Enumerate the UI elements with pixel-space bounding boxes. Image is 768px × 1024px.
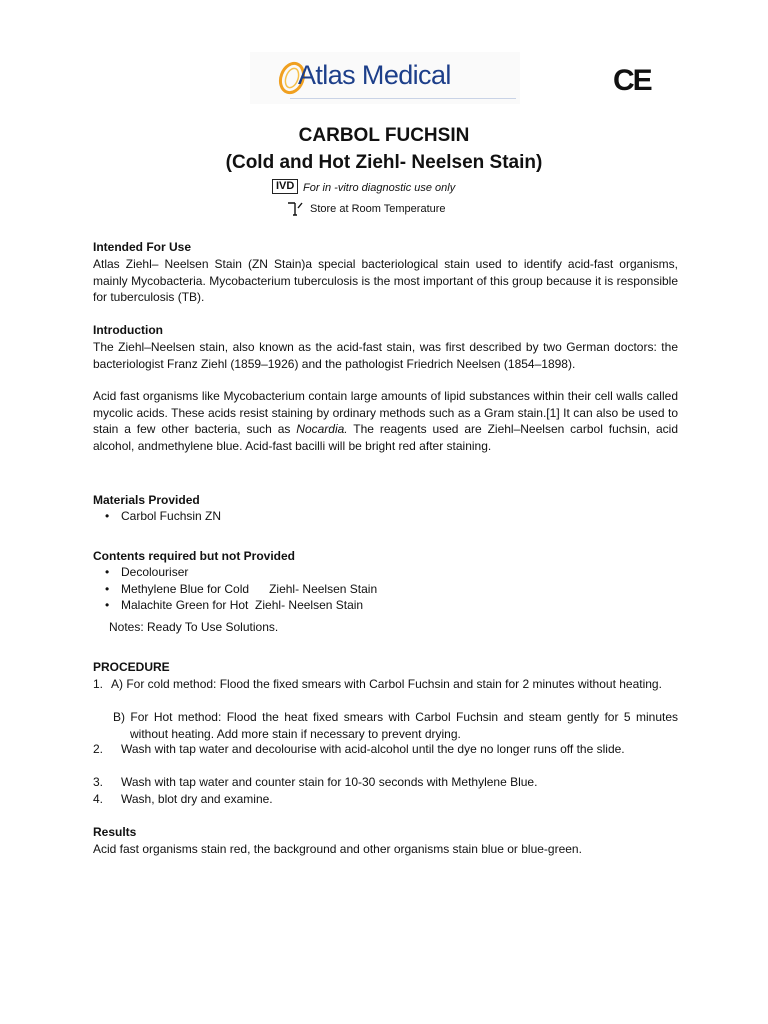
- step-number: 4.: [93, 792, 104, 806]
- document-subtitle: (Cold and Hot Ziehl- Neelsen Stain): [225, 152, 543, 173]
- procedure-step-3: Wash with tap water and counter stain for 10-30 seconds with Methylene Blue.: [121, 775, 538, 789]
- intended-use-heading: Intended For Use: [93, 240, 192, 254]
- step-text: A) For cold method: Flood the fixed smears with Carbol Fuchsin and stain for 2 minutes without heating.: [111, 677, 662, 691]
- list-item: [105, 509, 221, 523]
- document-title: CARBOL FUCHSIN: [298, 125, 470, 146]
- intended-use-text: Atlas Ziehl– Neelsen Stain (ZN Stain)a special bacteriological stain used to identify acid-fast organisms, mainly Mycobacteria. Mycobacterium tuberculosis is the most important of this group because it is responsible for tuberculosis (TB).: [93, 257, 678, 304]
- list-item: [105, 582, 377, 596]
- step-number: 1.: [93, 677, 104, 691]
- contents-required-heading: Contents required but not Provided: [93, 549, 296, 563]
- atlas-medical-logo: [250, 52, 520, 104]
- step-text: B) For Hot method: Flood the heat fixed smears with Carbol Fuchsin and steam gently for 5 minutes without heating. Add more stain if necessary to prevent drying.: [113, 710, 678, 741]
- bullet-icon: •: [105, 565, 110, 579]
- step-number: 2.: [93, 742, 104, 756]
- introduction-paragraph-1: The Ziehl–Neelsen stain, also known as the acid-fast stain, was first described by two German doctors: the bacteriologist Franz Ziehl (1859–1926) and the pathologist Friedrich Neelsen (1854–1898).: [93, 340, 678, 371]
- ivd-text: For in -vitro diagnostic use only: [303, 182, 456, 194]
- list-item: [105, 598, 363, 612]
- list-item-label: Decolouriser: [121, 565, 189, 579]
- storage-text: Store at Room Temperature: [310, 203, 446, 215]
- results-text: Acid fast organisms stain red, the background and other organisms stain blue or blue-green.: [93, 842, 582, 856]
- list-item: [105, 565, 188, 579]
- notes-text: Notes: Ready To Use Solutions.: [109, 620, 279, 634]
- temperature-icon: [286, 200, 304, 218]
- step-number: 3.: [93, 775, 104, 789]
- procedure-step-1a: [111, 676, 678, 693]
- introduction-paragraph-2: [93, 388, 678, 454]
- intro-italic-term: Nocardia.: [296, 422, 348, 436]
- ce-mark: CE: [613, 64, 651, 97]
- bullet-icon: •: [105, 582, 110, 596]
- results-heading: Results: [93, 825, 137, 839]
- list-item-label: Methylene Blue for Cold Ziehl- Neelsen Stain: [121, 582, 378, 596]
- procedure-heading: PROCEDURE: [93, 660, 170, 674]
- introduction-heading: Introduction: [93, 323, 163, 337]
- bullet-icon: •: [105, 509, 110, 523]
- procedure-step-2: Wash with tap water and decolourise with acid-alcohol until the dye no longer runs off the slide.: [121, 742, 625, 756]
- intro-text-part: The reagents used are Ziehl–Neelsen carbol fuchsin, acid alcohol, andmethylene blue. Acid-fast bacilli will be bright red after staining.: [93, 422, 678, 453]
- procedure-step-1b: [113, 709, 678, 742]
- list-item-label: Carbol Fuchsin ZN: [121, 509, 222, 523]
- materials-heading: Materials Provided: [93, 493, 200, 507]
- bullet-icon: •: [105, 598, 110, 612]
- list-item-label: Malachite Green for Hot Ziehl- Neelsen Stain: [121, 598, 364, 612]
- logo-text: Atlas Medical: [298, 60, 451, 90]
- logo-underline: [290, 98, 516, 99]
- ivd-symbol: IVD: [272, 179, 298, 194]
- intro-text-part: Acid fast organisms like Mycobacterium contain large amounts of lipid substances within their cell walls called mycolic acids. These acids resist staining by ordinary methods such as a Gram stain.[1] It can also be used to stain a few other bacteria, such as: [93, 389, 678, 436]
- procedure-step-4: Wash, blot dry and examine.: [121, 792, 273, 806]
